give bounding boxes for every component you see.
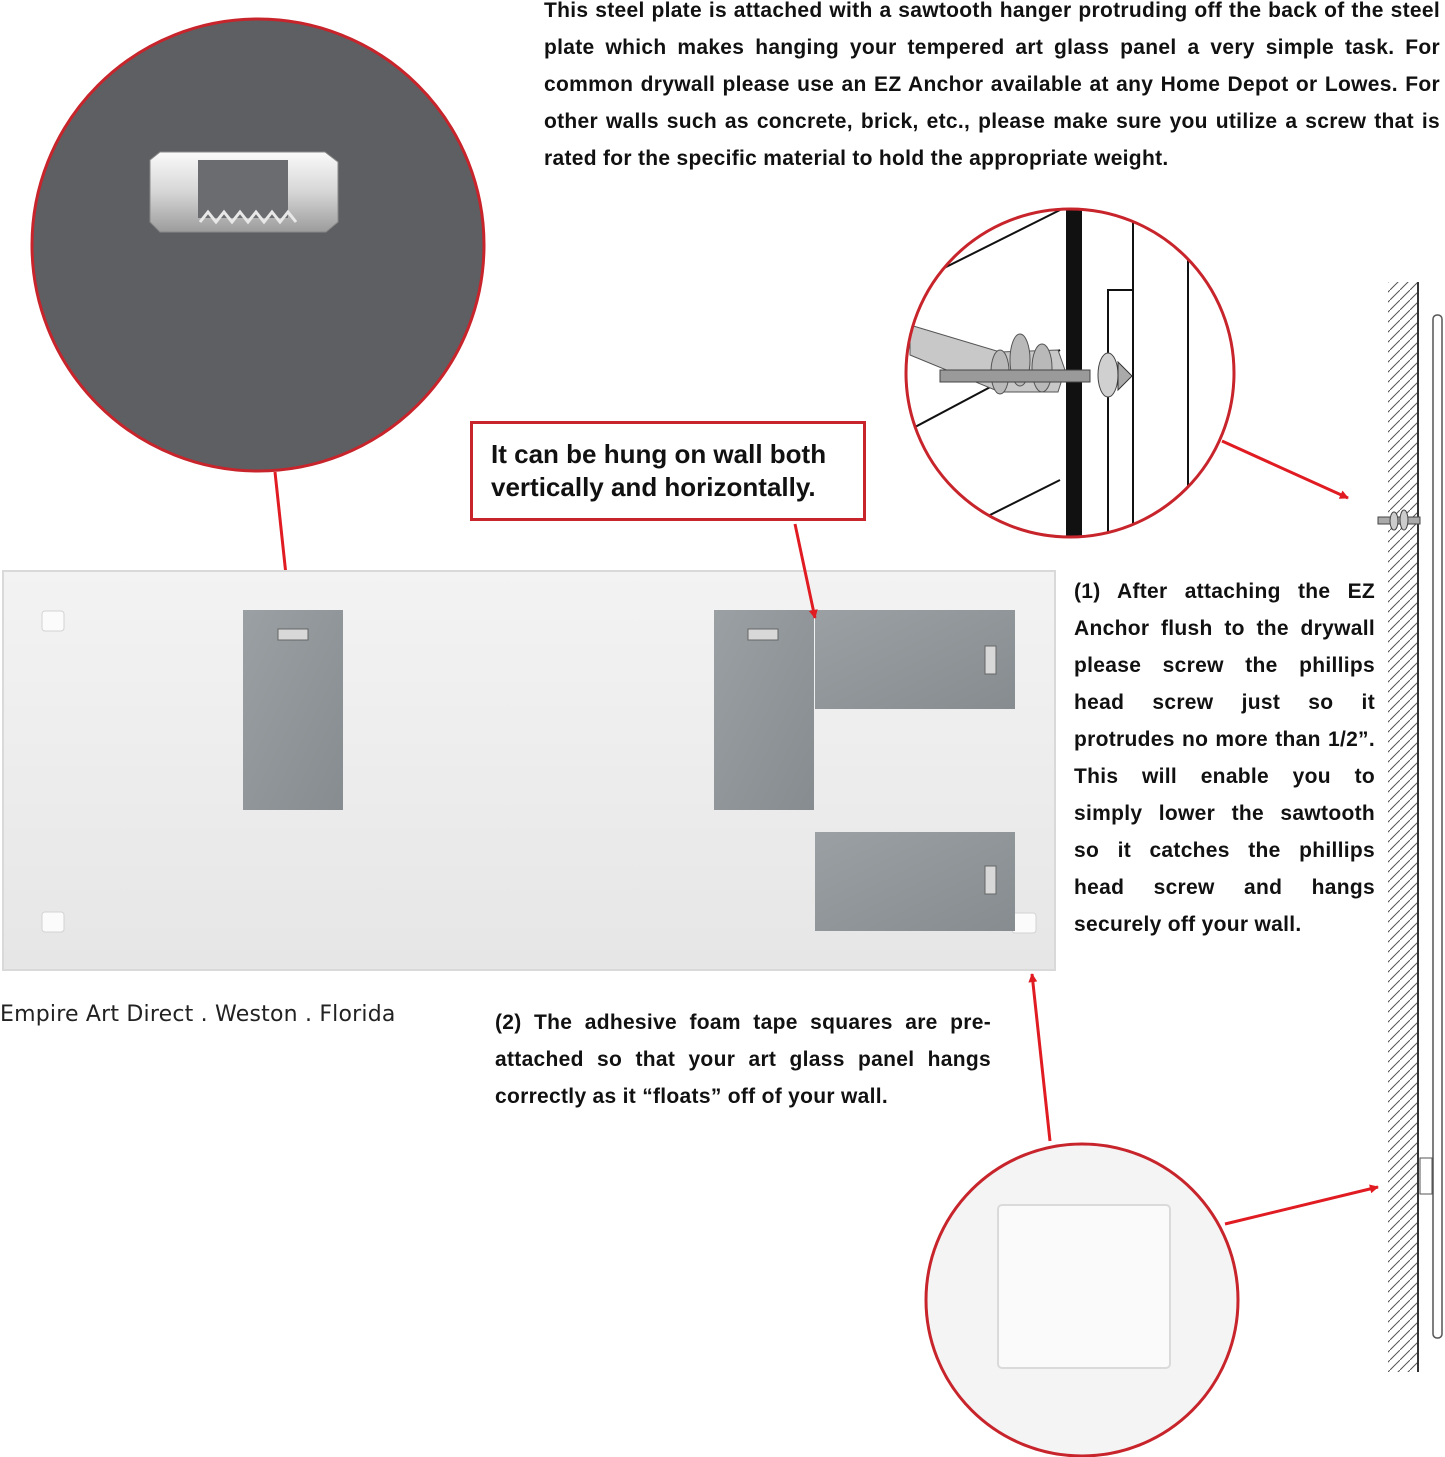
sawtooth-hanger-icon <box>985 866 996 894</box>
step-two-instructions: (2) The adhesive foam tape squares are pre-attached so that your art glass panel hangs correctly as it “floats” off of your wall. <box>495 1011 991 1108</box>
step-one-instructions: (1) After attaching the EZ Anchor flush to the drywall please screw the phillips head screw just so it protrudes no more than 1/2”. This will enable you to simply lower the sawtooth so it catches the phillips head screw and hangs securely off your wall. <box>1074 580 1375 936</box>
sawtooth-hanger-icon <box>278 629 308 640</box>
glass-panel-back <box>3 571 1055 970</box>
orientation-callout: It can be hung on wall both vertically and horizontally. <box>470 421 866 521</box>
ez-anchor-closeup <box>900 200 1234 550</box>
foam-tape-closeup <box>920 1140 1250 1457</box>
sawtooth-hanger-closeup <box>30 19 490 471</box>
foam-square <box>42 912 64 932</box>
company-credit: Empire Art Direct . Weston . Florida <box>0 1002 396 1027</box>
sawtooth-hanger-icon <box>150 152 338 232</box>
sawtooth-hanger-icon <box>748 629 778 640</box>
foam-square <box>1012 913 1036 933</box>
pointer-arrow-wall-foam <box>1225 1187 1378 1224</box>
intro-description: This steel plate is attached with a sawtooth hanger protruding off the back of the steel plate which makes hanging your tempered art glass panel a very simple task. For common drywall please use an EZ Anchor available at any Home Depot or Lowes. For other walls such as concrete, brick, etc., please make sure you utilize a screw that is rated for the specific material to hold the appropriate weight. <box>544 0 1440 170</box>
wall-section-icon <box>1378 282 1442 1372</box>
sawtooth-hanger-icon <box>985 646 996 674</box>
pointer-arrow-foam <box>1032 974 1050 1141</box>
pointer-arrow-anchor <box>1222 441 1348 498</box>
foam-square <box>42 611 64 631</box>
